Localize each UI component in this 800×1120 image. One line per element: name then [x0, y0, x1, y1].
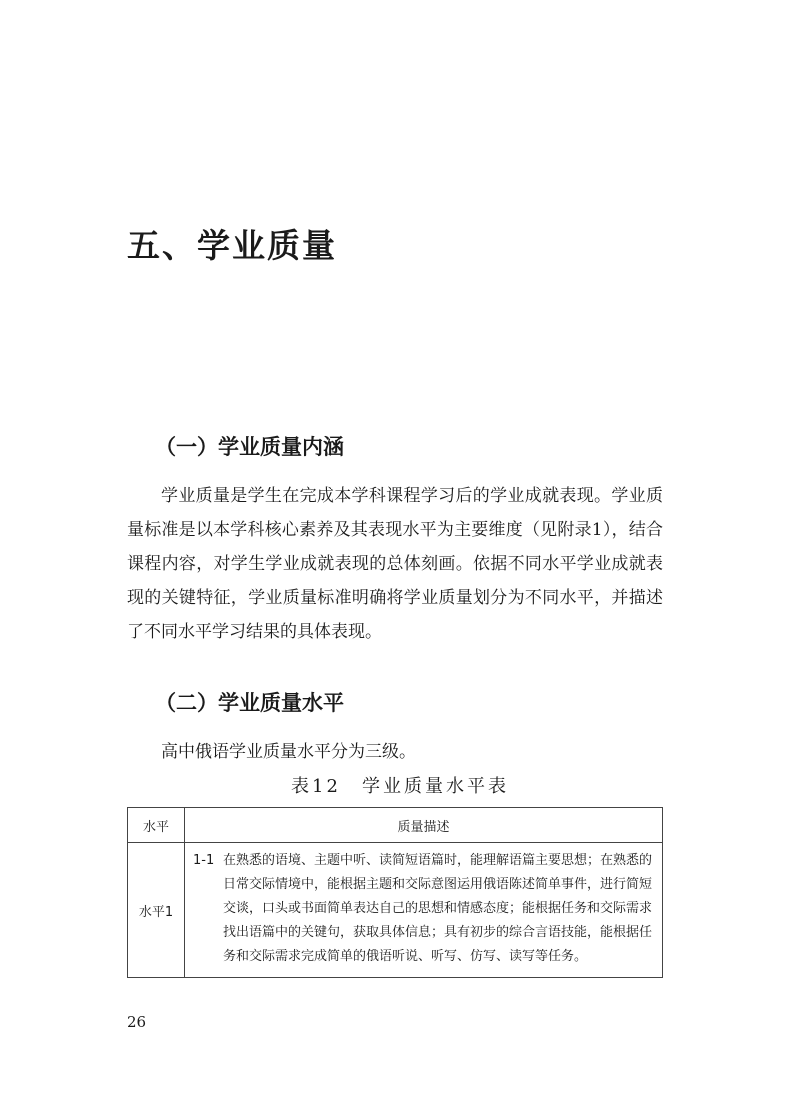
- table-row: [128, 843, 663, 978]
- header-description: 质量描述: [185, 808, 663, 843]
- description-cell: [185, 843, 663, 978]
- table-header-row: [128, 808, 663, 843]
- item-text: 在熟悉的语境、主题中听、读简短语篇时，能理解语篇主要思想；在熟悉的日常交际情境中，能根据主题和交际意图运用俄语陈述简单事件，进行简短交谈，口头或书面简单表达自己的思想和情感态度；能根据任务和交际需求找出语篇中的关键句，获取具体信息；具有初步的综合言语技能，能根据任务和交际需求完成简单的俄语听说、听写、仿写、读写等任务。: [223, 853, 653, 964]
- section-title-levels: （二）学业质量水平: [155, 691, 344, 715]
- table-caption: 表12 学业质量水平表: [291, 776, 509, 797]
- quality-level-table: [127, 807, 663, 978]
- section-title-connotation: （一）学业质量内涵: [155, 435, 344, 459]
- page-number: 26: [127, 1013, 147, 1031]
- chapter-title: 五、学业质量: [127, 226, 337, 265]
- levels-intro-paragraph: 高中俄语学业质量水平分为三级。: [161, 742, 416, 762]
- header-level: 水平: [128, 808, 185, 843]
- connotation-paragraph: 学业质量是学生在完成本学科课程学习后的学业成就表现。学业质量标准是以本学科核心素养及其表现水平为主要维度（见附录1），结合课程内容，对学生学业成就表现的总体刻画。依据不同水平学业成就表现的关键特征，学业质量标准明确将学业质量划分为不同水平，并描述了不同水平学习结果的具体表现。: [127, 486, 663, 642]
- level-cell: 水平1: [128, 843, 185, 978]
- item-number: 1-1: [193, 853, 215, 868]
- description-item: [193, 849, 652, 969]
